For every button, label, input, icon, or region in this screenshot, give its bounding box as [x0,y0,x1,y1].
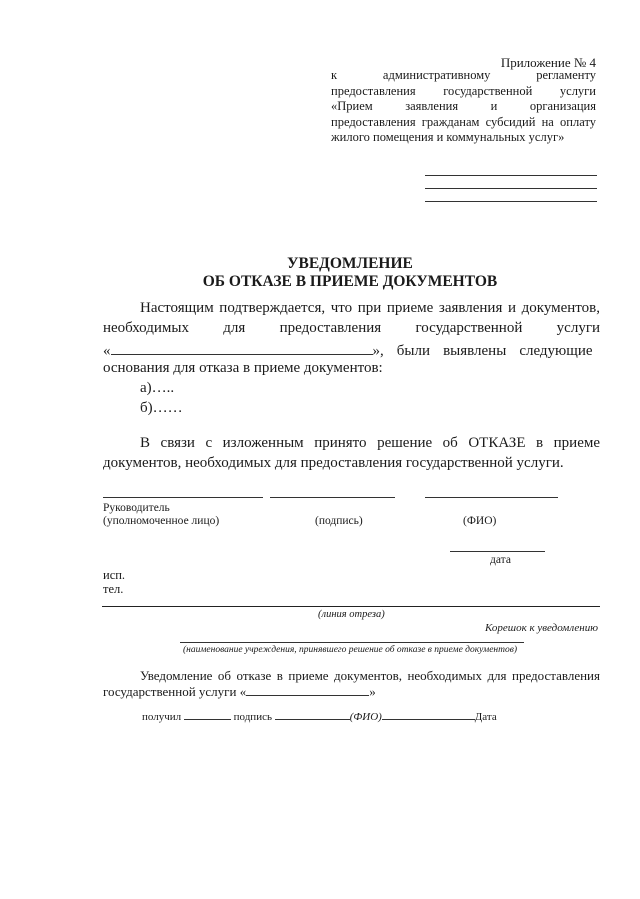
name-blank [382,710,475,720]
appendix-line: к административному регламенту [331,68,596,82]
decision-text: документов, необходимых для предоставления государственной услуги. [103,455,564,471]
notice-text: необходимых для предоставления государственной услуги [103,320,600,336]
phone-label: тел. [103,582,124,596]
decision-text: В связи с изложенным принято решение об ОТКАЗЕ в приеме [140,435,600,451]
appendix-reference [331,68,596,146]
role-label-sub: (уполномоченное лицо) [103,515,220,527]
notice-text-service-line [103,340,600,360]
service-name-blank [111,340,373,355]
appendix-line: предоставления гражданам субсидий на оплату [331,114,596,129]
appendix-title: Приложение № 4 [500,55,596,70]
quote-close: » [369,684,376,699]
stub-text: государственной услуги « [103,684,247,699]
stub-text-service-line [103,684,376,700]
blank-line [425,175,597,176]
name-label: (ФИО) [463,515,497,527]
role-line [103,497,263,498]
reason-item-a: а)….. [140,380,175,396]
institution-caption: (наименование учреждения, принявшего решение об отказе в приеме документов) [182,645,518,655]
appendix-line: предоставления государственной услуги [331,83,596,98]
cut-line [102,606,600,607]
quote-open: « [103,343,111,359]
name-label: (ФИО) [349,711,382,723]
cut-line-label: (линия отреза) [318,609,385,620]
document-subtitle: ОБ ОТКАЗЕ В ПРИЕМЕ ДОКУМЕНТОВ [202,273,498,290]
institution-line [180,642,524,643]
quote-close: », были выявлены следующие [372,343,593,359]
notice-text: Настоящим подтверждается, что при приеме заявления и документов, [140,300,600,316]
signature-label: подпись [233,711,272,723]
document-title: УВЕДОМЛЕНИЕ [287,255,413,272]
receipt-line [142,710,497,723]
role-label: Руководитель [103,502,170,514]
date-label: Дата [474,711,497,723]
date-label: дата [490,554,511,566]
signature-line [270,497,395,498]
signature-blank [275,710,350,720]
appendix-line: «Прием заявления и организация [331,99,596,113]
appendix-line: жилого помещения и коммунальных услуг» [331,130,565,144]
reason-item-b: б)…… [140,400,183,416]
performer-label: исп. [103,568,126,582]
stub-text: Уведомление об отказе в приеме документов, необходимых для предоставления [140,668,600,683]
service-name-blank [246,684,369,696]
date-line [450,551,545,552]
blank-line [425,201,597,202]
notice-text: основания для отказа в приеме документов: [103,360,383,376]
stub-title: Корешок к уведомлению [485,622,598,634]
received-label: получил [142,711,182,723]
name-line [425,497,558,498]
blank-line [425,188,597,189]
signature-label: (подпись) [315,515,363,527]
received-blank [184,710,231,720]
